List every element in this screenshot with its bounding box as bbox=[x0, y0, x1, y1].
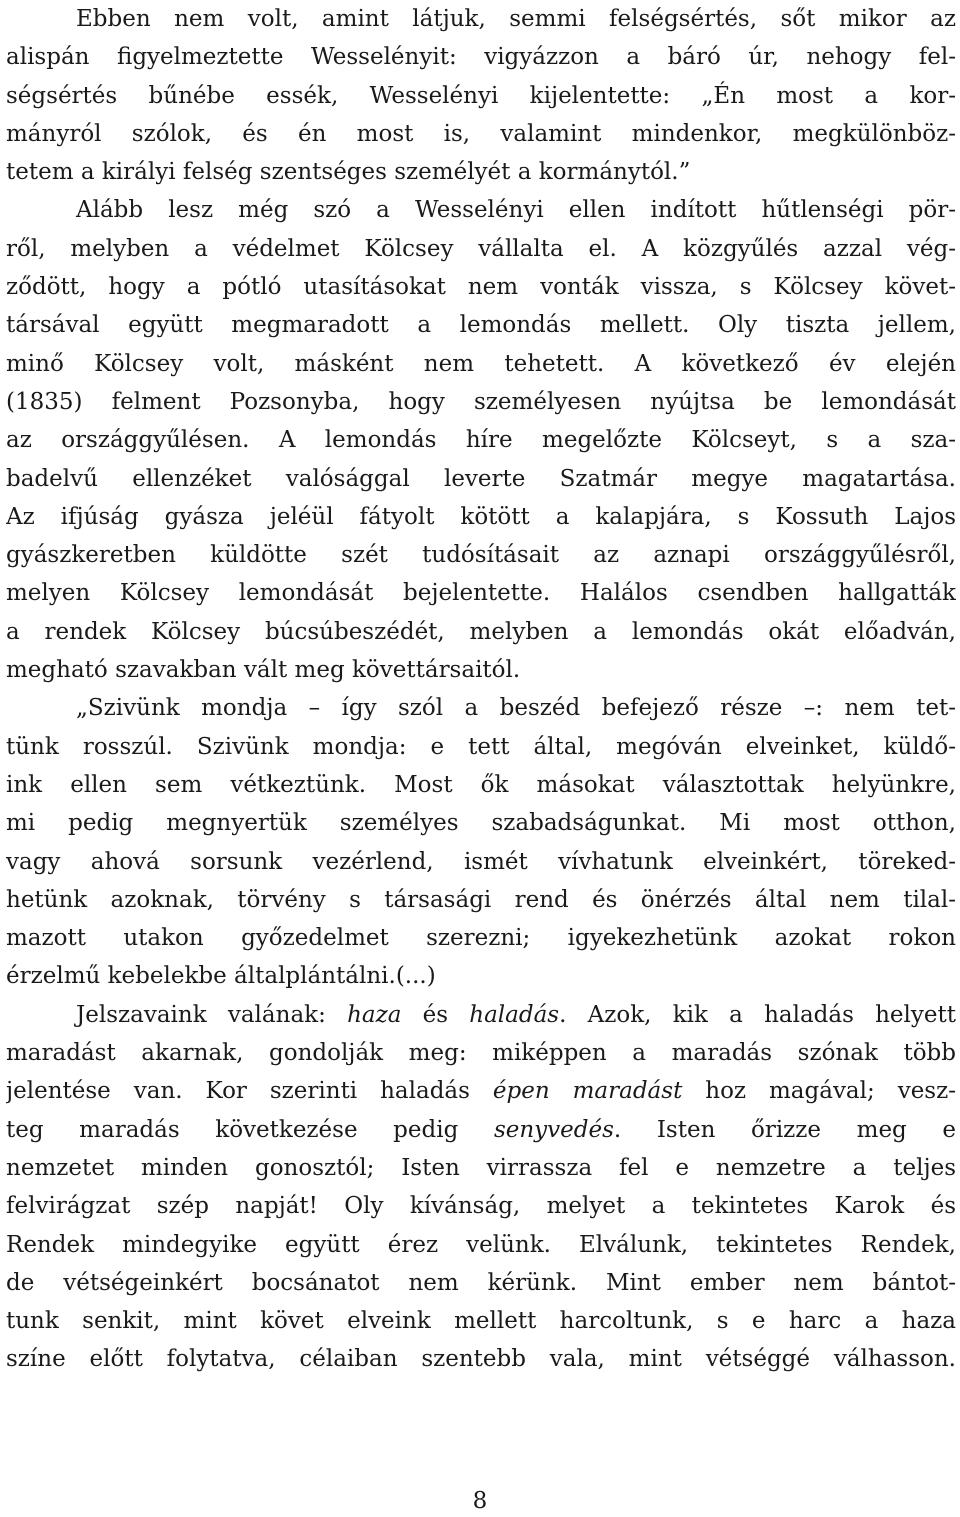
text-line: Ebben nem volt, amint látjuk, semmi felségsértés, sőt mikor az bbox=[76, 6, 956, 32]
text-line: mi pedig megnyertük személyes szabadságunkat. Mi most otthon, bbox=[6, 810, 956, 837]
text-line: alispán figyelmeztette Wesselényit: vigyázzon a báró úr, nehogy fel- bbox=[6, 44, 956, 71]
text-line: érzelmű kebelekbe általplántálni.(...) bbox=[6, 963, 436, 990]
text-span: Jelszavaink valának: bbox=[76, 1001, 348, 1028]
text-line bbox=[6, 996, 956, 1034]
italic-text: épen maradást bbox=[492, 1078, 683, 1105]
text-line: ségsértés bűnébe essék, Wesselényi kijelentette: „Én most a kor- bbox=[6, 82, 956, 109]
text-span: színe előtt folytatva, célaiban szentebb vala, mint vétséggé válhasson. bbox=[6, 1346, 956, 1373]
text-line: Az ifjúság gyásza jeléül fátyolt kötött a kalapjára, s Kossuth Lajos bbox=[6, 503, 956, 530]
text-line: ről, melyben a védelmet Kölcsey vállalta el. A közgyűlés azzal vég- bbox=[6, 235, 956, 262]
text-line: vagy ahová sorsunk vezérlend, ismét vívhatunk elveinkért, töreked- bbox=[6, 848, 956, 875]
text-line bbox=[6, 1302, 956, 1340]
text-line: gyászkeretben küldötte szét tudósításait az aznapi országgyűlésről, bbox=[6, 542, 956, 569]
text-span: teg maradás következése pedig bbox=[6, 1116, 494, 1143]
text-line: ződött, hogy a pótló utasításokat nem vonták vissza, s Kölcsey követ- bbox=[6, 274, 956, 301]
text-span: maradást akarnak, gondolják meg: miképpen a maradás szónak több bbox=[6, 1040, 956, 1067]
italic-text: haza bbox=[347, 1001, 402, 1028]
body-text bbox=[6, 0, 956, 1379]
text-line bbox=[6, 1340, 956, 1378]
text-line: mányról szólok, és én most is, valamint mindenkor, megkülönböz- bbox=[6, 120, 956, 147]
text-line bbox=[6, 1187, 956, 1225]
text-span: nemzetet minden gonosztól; Isten virrassza fel e nemzetre a teljes bbox=[6, 1154, 956, 1181]
text-span: hoz magával; vesz- bbox=[682, 1078, 956, 1105]
italic-text: senyvedés bbox=[493, 1116, 614, 1143]
text-span: és bbox=[401, 1001, 470, 1028]
text-line: melyen Kölcsey lemondását bejelentette. Halálos csendben hallgatták bbox=[6, 580, 956, 607]
text-line: mazott utakon győzedelmet szerezni; igyekezhetünk azokat rokon bbox=[6, 925, 956, 952]
text-line bbox=[6, 1072, 956, 1110]
text-line: hetünk azoknak, törvény s társasági rend és önérzés által nem tilal- bbox=[6, 886, 956, 913]
text-line bbox=[6, 1226, 956, 1264]
text-span: Rendek mindegyike együtt érez velünk. Elválunk, tekintetes Rendek, bbox=[6, 1231, 956, 1258]
text-line: minő Kölcsey volt, másként nem tehetett. A következő év elején bbox=[6, 350, 956, 377]
text-line: tetem a királyi felség szentséges személyét a kormánytól.” bbox=[6, 159, 691, 186]
text-line: megható szavakban vált meg követtársaitól. bbox=[6, 657, 521, 684]
text-line: (1835) felment Pozsonyba, hogy személyesen nyújtsa be lemondását bbox=[6, 388, 956, 415]
text-line bbox=[6, 1264, 956, 1302]
text-line: tünk rosszúl. Szivünk mondja: e tett által, megóván elveinket, küldő- bbox=[6, 733, 956, 760]
text-line: az országgyűlésen. A lemondás híre megelőzte Kölcseyt, s a sza- bbox=[6, 427, 956, 454]
text-line: ink ellen sem vétkeztünk. Most ők másokat választottak helyünkre, bbox=[6, 771, 956, 798]
text-span: felvirágzat szép napját! Oly kívánság, melyet a tekintetes Karok és bbox=[6, 1193, 956, 1220]
text-line: társával együtt megmaradott a lemondás mellett. Oly tiszta jellem, bbox=[6, 312, 956, 339]
text-line: „Szivünk mondja – így szól a beszéd befejező része –: nem tet- bbox=[76, 695, 956, 722]
text-span: . Isten őrizze meg e bbox=[613, 1116, 956, 1143]
text-span: tunk senkit, mint követ elveink mellett harcoltunk, s e harc a haza bbox=[6, 1308, 956, 1335]
text-span: de vétségeinkért bocsánatot nem kérünk. Mint ember nem bántot- bbox=[6, 1269, 956, 1296]
text-line bbox=[6, 1034, 956, 1072]
text-line: a rendek Kölcsey búcsúbeszédét, melyben a lemondás okát előadván, bbox=[6, 618, 956, 645]
italic-text: haladás bbox=[469, 1001, 560, 1028]
text-span: . Azok, kik a haladás helyett bbox=[559, 1001, 956, 1028]
text-line: badelvű ellenzéket valósággal leverte Szatmár megye magatartása. bbox=[6, 465, 956, 492]
text-line bbox=[6, 1111, 956, 1149]
text-span: jelentése van. Kor szerinti haladás bbox=[6, 1078, 493, 1105]
text-line: Alább lesz még szó a Wesselényi ellen indított hűtlenségi pör- bbox=[76, 197, 956, 224]
text-line bbox=[6, 1149, 956, 1187]
page-number: 8 bbox=[472, 1488, 488, 1514]
